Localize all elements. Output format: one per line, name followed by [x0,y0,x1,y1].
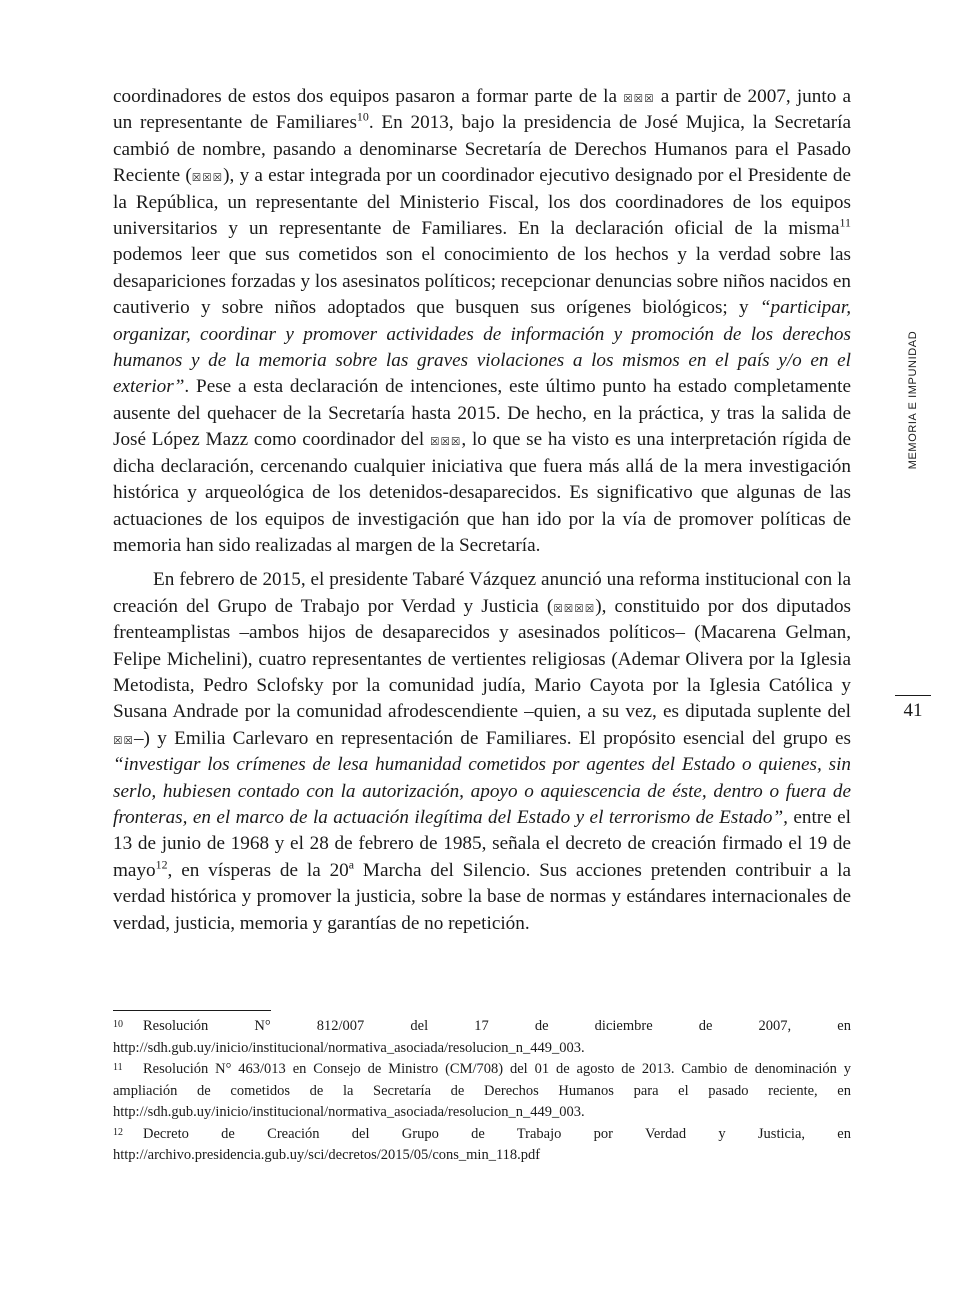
running-head-text: MEMORIA E IMPUNIDAD [907,330,919,470]
text-run: , lo que se ha visto es una interpretación rígida de dicha declaración, cercenando cualquier iniciativa que fuera más allá de la mera investigación histórica y arqueológica de los detenidos-desaparecidos. Es significativo que algunas de las actuaciones de los equipos de investigación que han ido por la vía de promover políticas de memoria han sido realizadas al margen de la Secretaría. [113,429,852,556]
footnote [113,1016,851,1059]
acronym-placeholder: ☒☒☒☒ [553,596,596,616]
superscript: a [348,857,355,872]
superscript: 10 [356,110,369,125]
paragraph [113,567,851,937]
acronym-placeholder: ☒☒ [113,728,134,748]
superscript: 11 [839,215,851,230]
acronym-placeholder: ☒☒☒ [429,430,462,450]
paragraph [113,84,851,559]
text-run: coordinadores de estos dos equipos pasaron a formar parte de la [113,86,624,107]
footnote-divider [113,1010,271,1011]
text-run: . En 2013, bajo la presidencia de José Mujica, la Secretaría cambió de nombre, pasando a denominarse Secretaría de Derechos Humanos para el Pasado Reciente ( [113,112,851,187]
acronym-placeholder: ☒☒☒ [191,166,224,186]
footnote-number: 12 [113,1126,123,1138]
text-run: , en vísperas de la 20 [167,859,349,881]
acronym-placeholder: ☒☒☒ [623,87,655,106]
body-text [113,84,851,937]
footnote-text: Decreto de Creación del Grupo de Trabajo por Verdad y Justicia, en http://archivo.presidencia.gub.uy/sci/decretos/2015/05/cons_min_118.pdf [113,1125,851,1163]
footnote-number: 10 [113,1019,123,1030]
text-run: . Pese a esta declaración de intenciones, este último punto ha estado completamente ausente del quehacer de la Secretaría hasta 2015. De hecho, en la práctica, y tras la salida de José López Mazz como coordinador del [113,376,851,451]
superscript: 12 [155,857,168,872]
running-head [905,300,921,500]
text-run: entre el 13 de junio de 1968 y el 28 de febrero de 1985, señala el decreto de creación firmado el 19 de mayo [113,806,851,881]
footnote-number: 11 [113,1062,123,1073]
text-run: En febrero de 2015, el presidente Tabaré Vázquez anunció una reforma institucional con la creación del Grupo de Trabajo por Verdad y Justicia ( [113,569,851,617]
text-run: –) y Emilia Carlevaro en representación de Familiares. El propósito esencial del grupo es [133,727,851,749]
quotation: “investigar los crímenes de lesa humanidad cometidos por agentes del Estado o quienes, sin serlo, hubiesen contado con la autorización, apoyo o aquiescencia de éste, dentro o fuera de fronteras, en el marco de la actuación ilegítima del Estado y el terrorismo de Estado”, [113,754,851,828]
footnote [113,1059,851,1124]
quotation: “participar, organizar, coordinar y promover actividades de información y promoción de los derechos humanos y de la memoria sobre las graves violaciones a los mismos en el país y/o en el exterior” [113,297,851,398]
footnote-text: Resolución N° 812/007 del 17 de diciembre de 2007, en http://sdh.gub.uy/inicio/institucional/normativa_asociada/resolucion_n_449_003. [113,1018,851,1056]
text-run: a partir de 2007, junto a un representante de Familiares [113,86,851,134]
text-run: Marcha del Silencio. Sus acciones pretenden contribuir a la verdad histórica y promover la justicia, sobre la base de normas y estándares internacionales de verdad, justicia, memoria y garantías de no repetición. [113,859,851,934]
text-run: ), constituido por dos diputados frenteamplistas –ambos hijos de desaparecidos y asesinados políticos– (Macarena Gelman, Felipe Michelini), cuatro representantes de vertientes religiosas (Ademar Olivera por la Iglesia Metodista, Pedro Sclofsky por la comunidad judía, Mario Cayota por la Iglesia Católica y Susana Andrade por la comunidad afrodescendiente –quien, a su vez, es diputada suplente del [113,595,851,723]
footnote-text: Resolución N° 463/013 en Consejo de Ministro (CM/708) del 01 de agosto de 2013. Cambio de denominación y ampliación de cometidos de la Secretaría de Derechos Humanos para el pasado reciente, en http://sdh.gub.uy/inicio/institucional/normativa_asociada/resolucion_n_449_003. [113,1061,851,1120]
text-run: podemos leer que sus cometidos son el conocimiento de los hechos y la verdad sobre las desapariciones forzadas y los asesinatos políticos; recepcionar denuncias sobre niños nacidos en cautiverio y sobre niños adoptados que busquen sus orígenes biológicos; y [113,244,851,319]
text-run: ), y a estar integrada por un coordinador ejecutivo designado por el Presidente de la República, un representante del Ministerio Fiscal, los dos coordinadores de los equipos universitarios y un representante de Familiares. En la declaración oficial de la misma [113,165,851,240]
page-number: 41 [903,700,923,721]
footnotes [113,1016,851,1167]
footnote [113,1124,851,1167]
page-number-rule [895,695,931,696]
